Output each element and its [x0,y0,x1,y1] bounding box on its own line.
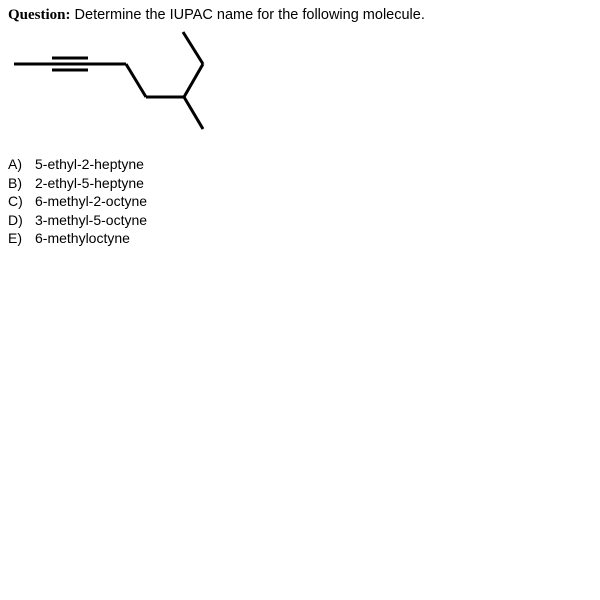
option-text: 2-ethyl-5-heptyne [35,174,144,191]
option-text: 6-methyl-2-octyne [35,193,148,209]
option-d [8,211,147,230]
option-letter: A) [8,156,22,172]
question-label: Question: [8,7,71,23]
option-a [8,155,147,174]
option-letter: C) [8,193,23,209]
option-text: 3-methyl-5-octyne [35,211,148,228]
question-text: Determine the IUPAC name for the following molecule. [74,7,425,23]
bond-c6-c7 [184,64,203,97]
option-text: 5-ethyl-2-heptyne [35,156,144,172]
answer-options [8,155,147,248]
option-text: 6-methyloctyne [35,230,130,246]
option-c [8,192,147,211]
option-letter: D) [8,211,23,228]
option-e [8,229,147,248]
option-b [8,174,147,193]
bond-methyl [184,97,203,129]
bond-c7-c8 [183,32,203,64]
option-letter: B) [8,174,22,191]
bond-c4-c5 [126,64,146,97]
option-letter: E) [8,230,22,246]
